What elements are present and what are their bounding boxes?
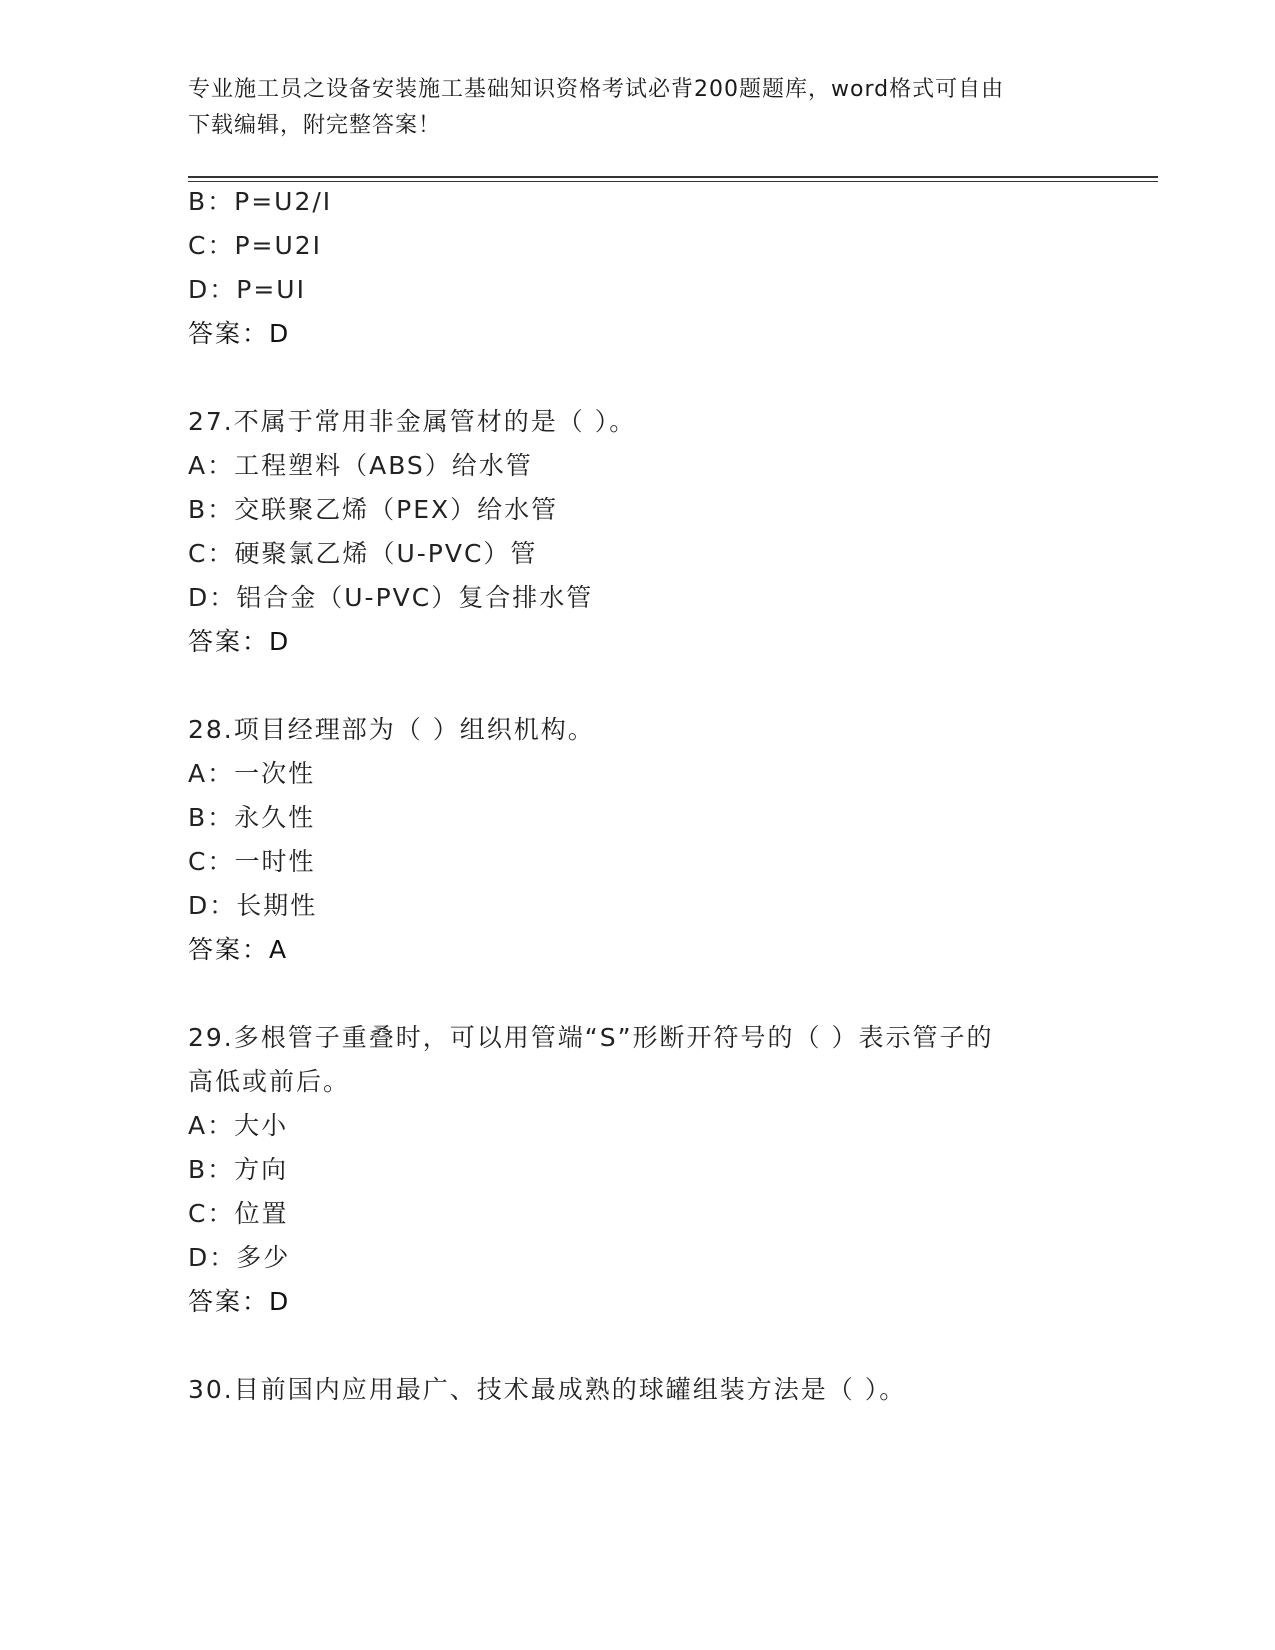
q29-question-line-2: 高低或前后。	[188, 1067, 351, 1096]
q29-option-b: B：方向	[188, 1155, 289, 1184]
q30-question: 30.目前国内应用最广、技术最成熟的球罐组装方法是（ ）。	[188, 1375, 907, 1404]
q27-question: 27.不属于常用非金属管材的是（ ）。	[188, 407, 637, 436]
q27-option-d: D：铝合金（U-PVC）复合排水管	[188, 583, 594, 612]
document-header	[188, 72, 1088, 144]
q27-option-b: B：交联聚乙烯（PEX）给水管	[188, 495, 559, 524]
q29-option-c: C：位置	[188, 1199, 289, 1228]
q28-option-a: A：一次性	[188, 759, 316, 788]
q29-question-line-1: 29.多根管子重叠时，可以用管端“S”形断开符号的（ ）表示管子的	[188, 1023, 994, 1052]
q28-answer: 答案：A	[188, 935, 289, 964]
q26-option-d: D：P=UI	[188, 275, 306, 304]
header-divider-thin	[188, 181, 1158, 182]
q26-answer: 答案：D	[188, 319, 291, 348]
q28-option-d: D：长期性	[188, 891, 318, 920]
q28-option-c: C：一时性	[188, 847, 316, 876]
q29-option-a: A：大小	[188, 1111, 289, 1140]
q28-question: 28.项目经理部为（ ）组织机构。	[188, 715, 595, 744]
q26-option-c: C：P=U2I	[188, 231, 323, 260]
header-line-1: 专业施工员之设备安装施工基础知识资格考试必背200题题库，word格式可自由	[188, 77, 1005, 102]
header-line-2: 下载编辑，附完整答案！	[188, 113, 442, 138]
q27-option-a: A：工程塑料（ABS）给水管	[188, 451, 533, 480]
q27-option-c: C：硬聚氯乙烯（U-PVC）管	[188, 539, 538, 568]
q27-answer: 答案：D	[188, 627, 291, 656]
header-divider-thick	[188, 176, 1158, 178]
q29-answer: 答案：D	[188, 1287, 291, 1316]
q26-option-b: B：P=U2/I	[188, 187, 333, 216]
q28-option-b: B：永久性	[188, 803, 316, 832]
q29-option-d: D：多少	[188, 1243, 291, 1272]
